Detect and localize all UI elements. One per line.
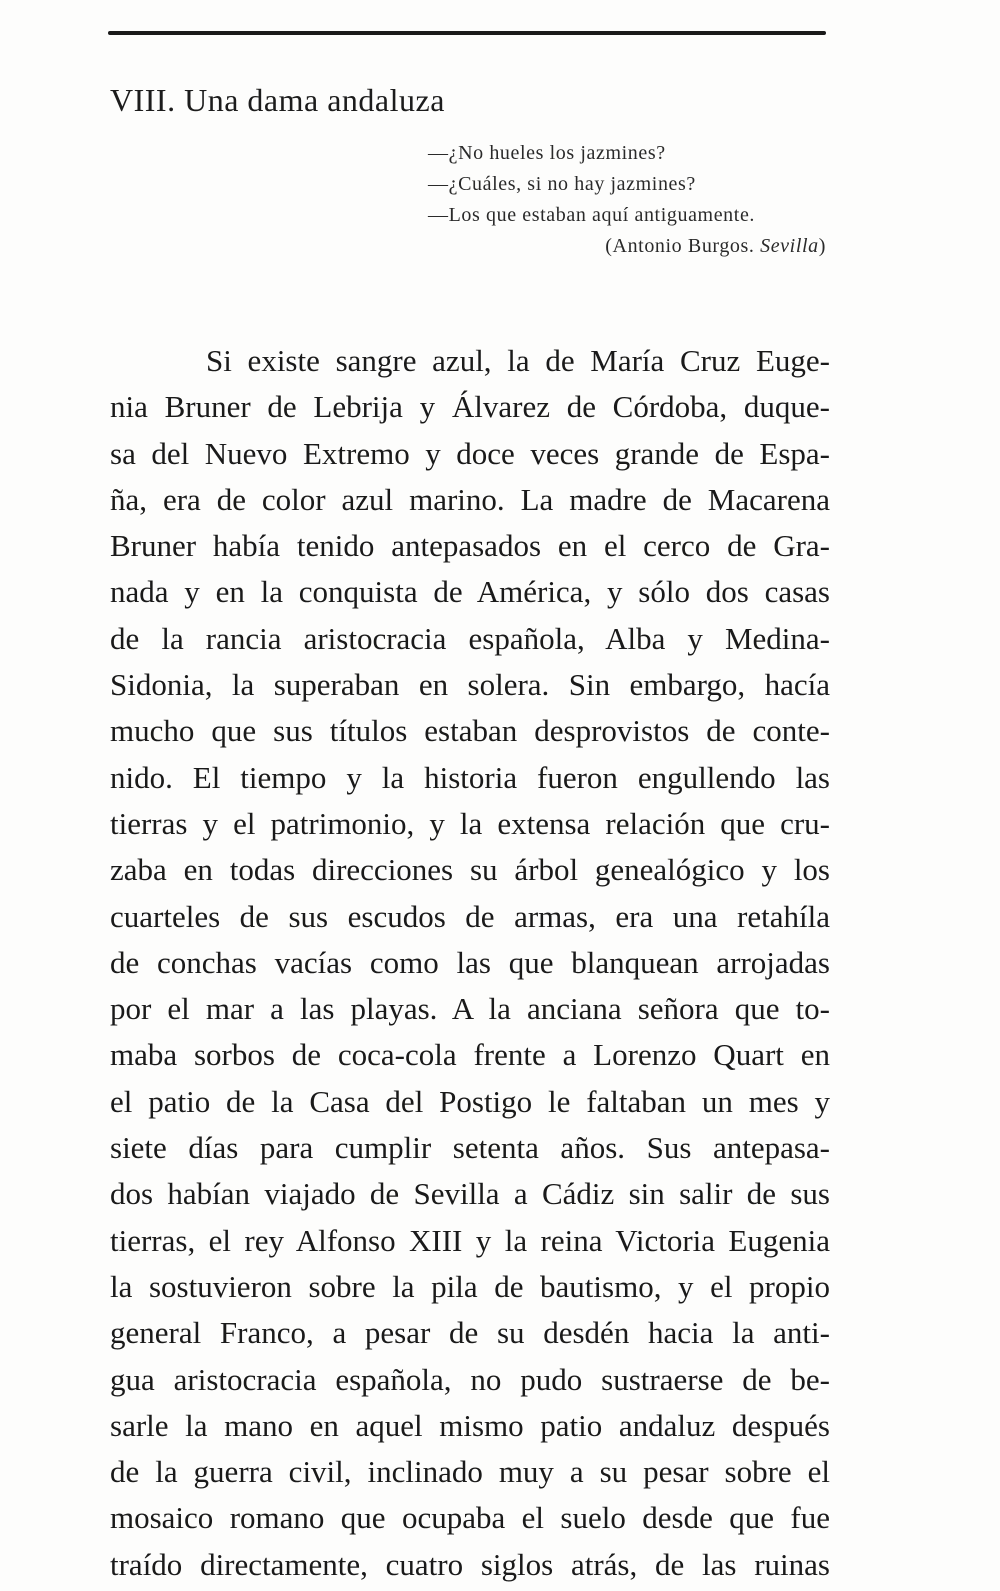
text-line: dos habían viajado de Sevilla a Cádiz sin salir de sus (110, 1176, 830, 1212)
text-line: mosaico romano que ocupaba el suelo desde que fue (110, 1500, 830, 1536)
text-line: la sostuvieron sobre la pila de bautismo, y el propio (110, 1268, 830, 1304)
attribution-close: ) (818, 235, 826, 257)
body-paragraph (110, 338, 830, 1588)
text-line: de conchas vacías como las que blanquean arrojadas (110, 944, 830, 980)
text-line: nia Bruner de Lebrija y Álvarez de Córdoba, duque- (110, 389, 830, 425)
text-line: mucho que sus títulos estaban desprovistos de conte- (110, 713, 830, 749)
epigraph-line: —¿No hueles los jazmines? (428, 142, 666, 164)
text-line: general Franco, a pesar de su desdén hacia la anti- (110, 1315, 830, 1351)
text-line: tierras y el patrimonio, y la extensa relación que cru- (110, 805, 830, 841)
text-line: tierras, el rey Alfonso XIII y la reina Victoria Eugenia (110, 1222, 830, 1258)
epigraph-attribution (428, 231, 828, 262)
top-rule (108, 31, 826, 35)
text-line: siete días para cumplir setenta años. Sus antepasa- (110, 1130, 830, 1166)
text-line: nada y en la conquista de América, y sólo dos casas (110, 574, 830, 610)
text-line: sarle la mano en aquel mismo patio andaluz después (110, 1407, 830, 1443)
text-line: de la rancia aristocracia española, Alba y Medina- (110, 620, 830, 656)
text-line: nido. El tiempo y la historia fueron engullendo las (110, 759, 830, 795)
text-line: zaba en todas direcciones su árbol genealógico y los (110, 852, 830, 888)
text-line: maba sorbos de coca-cola frente a Lorenzo Quart en (110, 1037, 830, 1073)
text-line: Sidonia, la superaban en solera. Sin embargo, hacía (110, 667, 830, 703)
text-line: cuarteles de sus escudos de armas, era una retahíla (110, 898, 830, 934)
text-line: Bruner había tenido antepasados en el cerco de Gra- (110, 528, 830, 564)
text-line: por el mar a las playas. A la anciana señora que to- (110, 991, 830, 1027)
epigraph (428, 138, 828, 262)
text-line: ña, era de color azul marino. La madre de Macarena (110, 481, 830, 517)
attribution-author: (Antonio Burgos. (605, 235, 761, 257)
epigraph-line: —Los que estaban aquí antiguamente. (428, 204, 756, 226)
chapter-heading: VIII. Una dama andaluza (110, 82, 445, 118)
text-line: traído directamente, cuatro siglos atrás, de las ruinas (110, 1546, 830, 1582)
attribution-title: Sevilla (760, 235, 819, 257)
text-line: el patio de la Casa del Postigo le faltaban un mes y (110, 1083, 830, 1119)
text-line: Si existe sangre azul, la de María Cruz Euge- (206, 343, 830, 378)
text-line: sa del Nuevo Extremo y doce veces grande de Espa- (110, 435, 830, 471)
text-line: de la guerra civil, inclinado muy a su pesar sobre el (110, 1454, 830, 1490)
epigraph-line: —¿Cuáles, si no hay jazmines? (428, 173, 696, 195)
text-line: gua aristocracia española, no pudo sustraerse de be- (110, 1361, 830, 1397)
